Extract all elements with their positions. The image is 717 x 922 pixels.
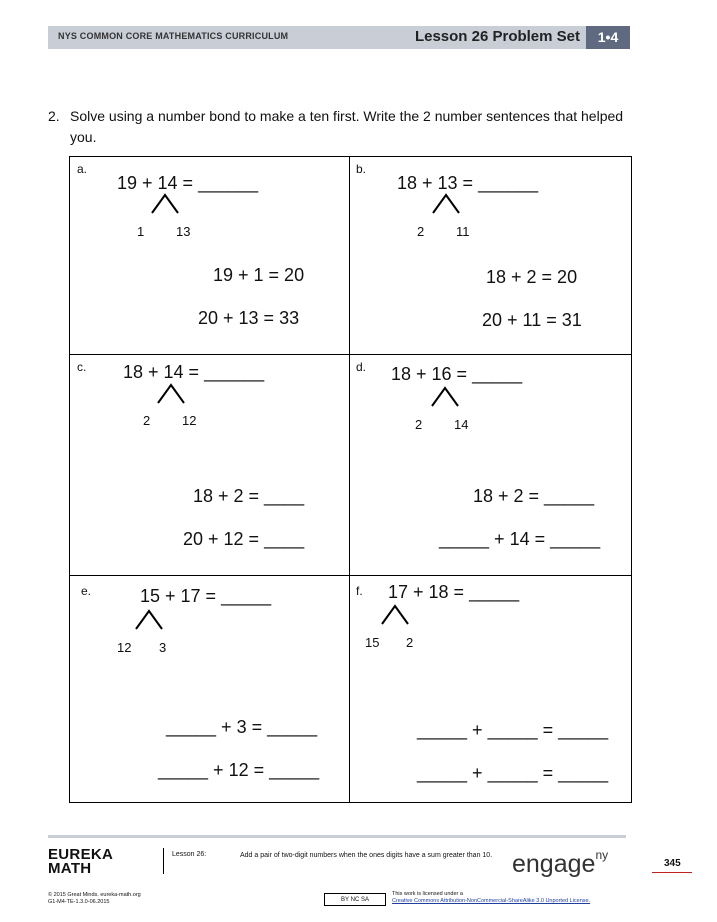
curriculum-title: NYS COMMON CORE MATHEMATICS CURRICULUM [58,31,289,41]
footer-description: Add a pair of two-digit numbers when the ones digits have a sum greater than 10. [240,852,493,859]
bond-part: 13 [176,224,191,239]
number-sentence-1[interactable]: 18 + 2 = ____ [193,486,305,506]
number-sentence-2[interactable]: _____ + 12 = _____ [158,760,320,780]
number-sentence-1[interactable]: 18 + 2 = _____ [473,486,595,506]
cc-license-badge: BY NC SA [324,893,386,906]
bond-part: 2 [406,635,414,650]
problem-equation[interactable]: 18 + 14 = ______ [123,362,265,382]
license-text: This work is licensed under a [392,891,463,897]
eureka-math-logo [48,848,113,876]
engage-sup: ny [595,848,609,862]
problem-label: e. [81,584,92,598]
number-sentence-2[interactable]: 20 + 13 = 33 [198,308,300,328]
logo-line-2: MATH [48,860,92,877]
number-bond-lines [158,385,188,405]
footer-lesson: Lesson 26: [172,851,207,858]
bond-part: 1 [137,224,145,239]
bond-part: 3 [159,640,167,655]
footer-separator [163,848,164,874]
number-sentence-2[interactable]: 20 + 12 = ____ [183,529,305,549]
instructions-text: Solve using a number bond to make a ten first. Write the 2 number sentences that helped you. [70,108,624,145]
bond-part: 12 [182,413,197,428]
page-header [48,26,630,49]
problem-label: a. [77,162,88,176]
lesson-title: Lesson 26 Problem Set [414,28,580,45]
grade-module-badge: 1•4 [586,26,630,49]
problem-label: d. [356,360,367,374]
bond-part: 11 [456,224,470,239]
problem-f [350,576,633,803]
engageny-logo [512,850,608,879]
engage-text: engage [512,850,596,878]
number-sentence-1[interactable]: 18 + 2 = 20 [486,267,578,287]
license [392,891,590,905]
problem-equation[interactable]: 19 + 14 = ______ [117,173,259,193]
bond-part: 15 [365,635,380,650]
problem-label: c. [77,360,87,374]
problem-equation[interactable]: 18 + 13 = ______ [397,173,539,193]
number-sentence-1[interactable]: _____ + _____ = _____ [417,720,609,740]
number-sentence-2[interactable]: _____ + _____ = _____ [417,763,609,783]
number-bond-lines [432,388,462,408]
problem-e [70,576,349,803]
bond-part: 2 [415,417,423,432]
number-sentence-1[interactable]: _____ + 3 = _____ [166,717,318,737]
problem-label: b. [356,162,367,176]
number-sentence-1[interactable]: 19 + 1 = 20 [213,265,305,285]
copyright-line: © 2015 Great Minds. eureka-math.org [48,892,141,898]
bond-part: 2 [417,224,425,239]
number-bond-lines [382,606,412,626]
problem-grid [69,156,632,803]
problem-equation[interactable]: 18 + 16 = _____ [391,364,523,384]
license-link[interactable]: Creative Commons Attribution-NonCommercial-ShareAlike 3.0 Unported License. [392,898,591,904]
problem-b [350,157,633,354]
footer-divider [48,835,626,838]
problem-equation[interactable]: 17 + 18 = _____ [388,582,520,602]
question-number: 2. [48,108,60,124]
problem-a [70,157,349,354]
problem-c [70,355,349,575]
bond-part: 12 [117,640,132,655]
page-number-underline [652,872,692,873]
logo-line-1: EUREKA [48,846,114,863]
number-bond-lines [433,195,463,215]
number-bond-lines [152,195,182,215]
page-number: 345 [664,858,681,869]
problem-label: f. [356,584,363,598]
number-bond-lines [136,611,166,631]
number-sentence-2[interactable]: _____ + 14 = _____ [439,529,601,549]
bond-part: 2 [143,413,151,428]
number-sentence-2[interactable]: 20 + 11 = 31 [482,310,582,330]
problem-equation[interactable]: 15 + 17 = _____ [140,586,272,606]
bond-part: 14 [454,417,469,432]
copyright-code: G1-M4-TE-1.3.0-06.2015 [48,899,110,905]
problem-d [350,355,633,575]
copyright [48,892,141,906]
